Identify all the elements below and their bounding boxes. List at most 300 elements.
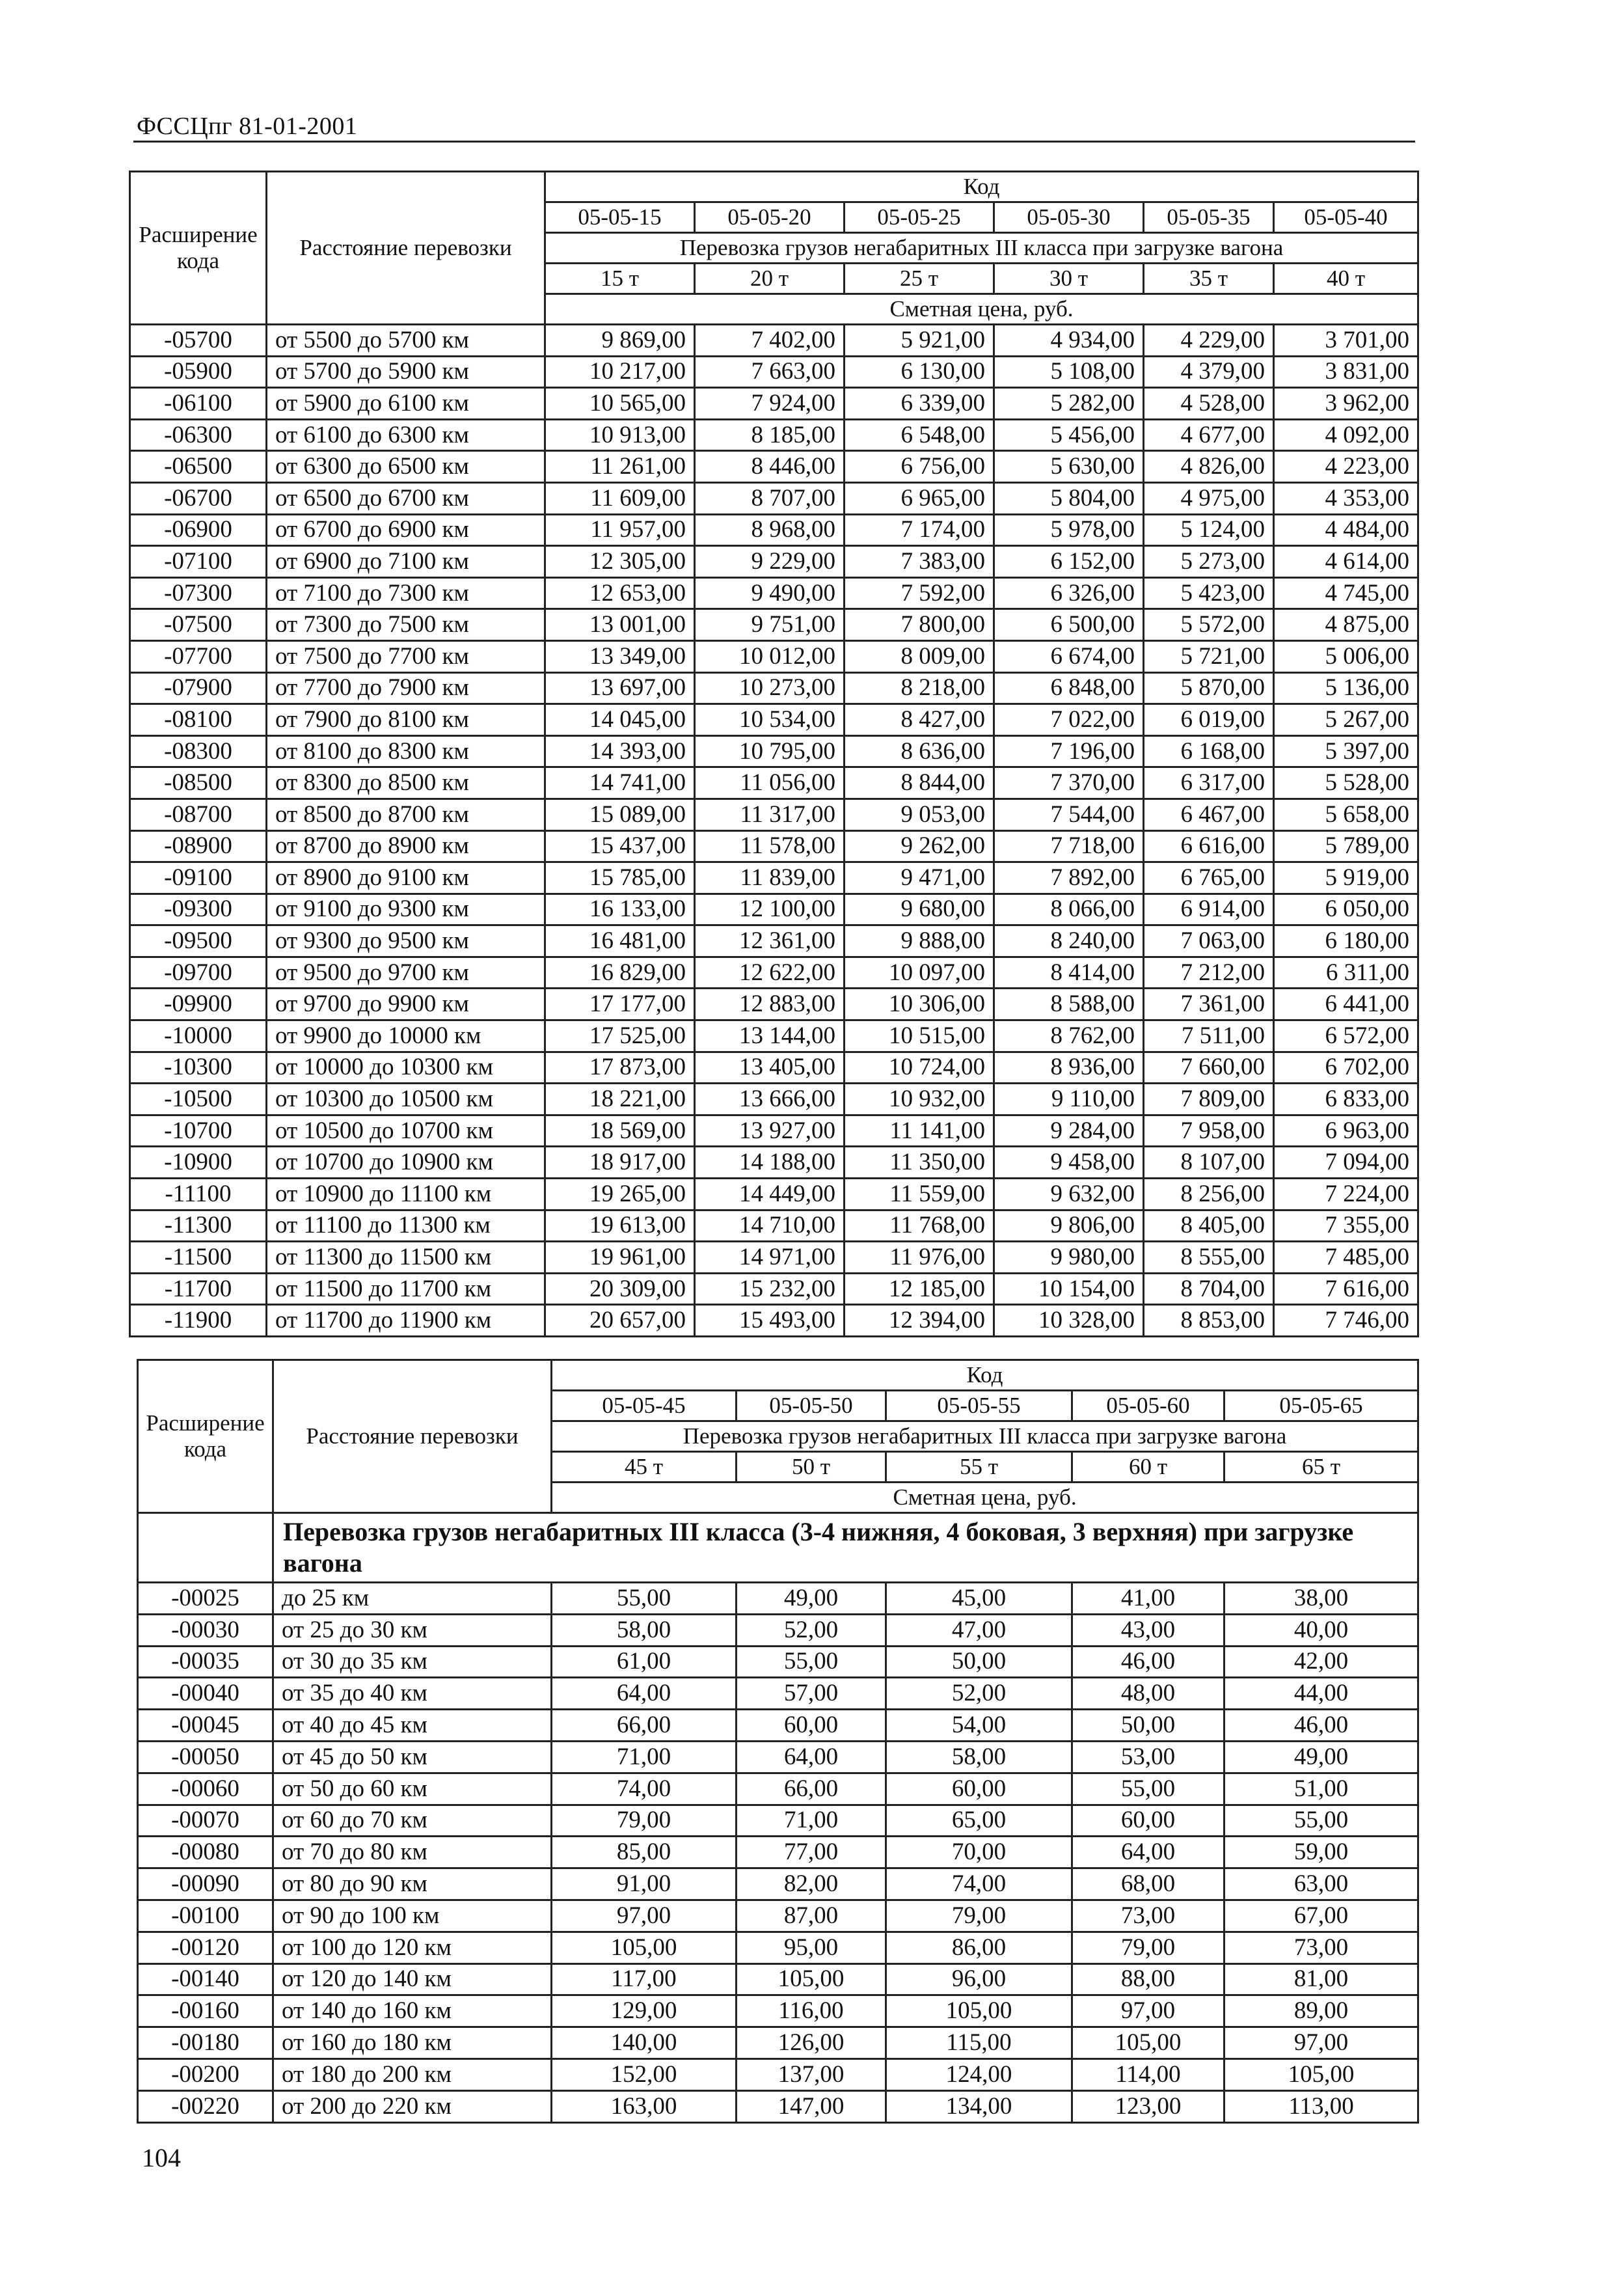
price-cell: 89,00 <box>1225 1995 1418 2027</box>
price-cell: 18 917,00 <box>545 1147 695 1179</box>
code-extension-cell: -00070 <box>138 1805 273 1837</box>
price-cell: 8 107,00 <box>1144 1147 1274 1179</box>
price-cell: 8 968,00 <box>695 514 845 546</box>
code-extension-cell: -00160 <box>138 1995 273 2027</box>
price-cell: 4 484,00 <box>1274 514 1418 546</box>
price-cell: 64,00 <box>737 1741 886 1773</box>
distance-cell: от 7500 до 7700 км <box>267 640 545 672</box>
price-cell: 8 936,00 <box>994 1052 1144 1084</box>
table-row <box>130 1179 1418 1210</box>
code-extension-cell: -09900 <box>130 989 267 1020</box>
price-cell: 4 092,00 <box>1274 419 1418 451</box>
price-cell: 55,00 <box>552 1583 737 1615</box>
price-cell: 8 414,00 <box>994 957 1144 989</box>
distance-cell: от 60 до 70 км <box>273 1805 552 1837</box>
price-cell: 152,00 <box>552 2058 737 2090</box>
price-cell: 9 262,00 <box>845 830 994 862</box>
price-cell: 58,00 <box>886 1741 1072 1773</box>
table-row <box>130 862 1418 894</box>
price-cell: 9 680,00 <box>845 894 994 925</box>
distance-cell: от 90 до 100 км <box>273 1900 552 1932</box>
price-cell: 52,00 <box>737 1614 886 1646</box>
code-extension-cell: -07700 <box>130 640 267 672</box>
price-table-1 <box>129 171 1419 1337</box>
price-cell: 88,00 <box>1072 1963 1225 1995</box>
distance-cell: от 7900 до 8100 км <box>267 704 545 736</box>
distance-cell: от 6700 до 6900 км <box>267 514 545 546</box>
price-cell: 57,00 <box>737 1678 886 1710</box>
price-cell: 55,00 <box>737 1646 886 1678</box>
price-cell: 4 875,00 <box>1274 609 1418 641</box>
price-cell: 5 528,00 <box>1274 767 1418 799</box>
distance-cell: от 8500 до 8700 км <box>267 799 545 830</box>
price-cell: 7 718,00 <box>994 830 1144 862</box>
distance-cell: от 7100 до 7300 км <box>267 577 545 609</box>
price-cell: 4 934,00 <box>994 325 1144 357</box>
price-cell: 67,00 <box>1225 1900 1418 1932</box>
code-extension-cell: -00180 <box>138 2027 273 2059</box>
distance-cell: от 10500 до 10700 км <box>267 1115 545 1147</box>
code-extension-cell: -08700 <box>130 799 267 830</box>
price-cell: 11 957,00 <box>545 514 695 546</box>
table-row <box>130 640 1418 672</box>
cargo-type-header: Перевозка грузов негабаритных III класса при загрузке вагона <box>545 233 1418 264</box>
price-cell: 123,00 <box>1072 2090 1225 2122</box>
price-cell: 70,00 <box>886 1837 1072 1868</box>
price-cell: 16 133,00 <box>545 894 695 925</box>
price-cell: 7 224,00 <box>1274 1179 1418 1210</box>
price-cell: 97,00 <box>1072 1995 1225 2027</box>
price-cell: 38,00 <box>1225 1583 1418 1615</box>
table-row <box>130 546 1418 578</box>
code-extension-cell: -00220 <box>138 2090 273 2122</box>
price-cell: 11 261,00 <box>545 451 695 483</box>
price-cell: 41,00 <box>1072 1583 1225 1615</box>
code-extension-cell: -06300 <box>130 419 267 451</box>
table-row <box>130 1273 1418 1305</box>
price-cell: 4 975,00 <box>1144 482 1274 514</box>
price-cell: 12 100,00 <box>695 894 845 925</box>
price-cell: 51,00 <box>1225 1773 1418 1805</box>
price-cell: 10 217,00 <box>545 356 695 388</box>
distance-cell: от 100 до 120 км <box>273 1932 552 1963</box>
code-cell: 05-05-25 <box>845 202 994 233</box>
kod-header: Код <box>552 1360 1418 1391</box>
distance-cell: до 25 км <box>273 1583 552 1615</box>
price-cell: 5 108,00 <box>994 356 1144 388</box>
price-cell: 97,00 <box>1225 2027 1418 2059</box>
price-cell: 105,00 <box>1072 2027 1225 2059</box>
code-cell: 05-05-50 <box>737 1391 886 1421</box>
price-cell: 14 449,00 <box>695 1179 845 1210</box>
price-cell: 65,00 <box>886 1805 1072 1837</box>
distance-cell: от 8300 до 8500 км <box>267 767 545 799</box>
price-cell: 60,00 <box>1072 1805 1225 1837</box>
code-cell: 05-05-45 <box>552 1391 737 1421</box>
code-extension-cell: -06100 <box>130 388 267 420</box>
price-cell: 7 383,00 <box>845 546 994 578</box>
price-cell: 64,00 <box>552 1678 737 1710</box>
code-cell: 05-05-65 <box>1225 1391 1418 1421</box>
price-cell: 5 921,00 <box>845 325 994 357</box>
distance-cell: от 7300 до 7500 км <box>267 609 545 641</box>
price-cell: 13 349,00 <box>545 640 695 672</box>
price-cell: 12 394,00 <box>845 1305 994 1337</box>
table-row <box>138 1710 1418 1742</box>
price-cell: 52,00 <box>886 1678 1072 1710</box>
price-cell: 45,00 <box>886 1583 1072 1615</box>
price-cell: 6 572,00 <box>1274 1020 1418 1052</box>
price-cell: 17 177,00 <box>545 989 695 1020</box>
distance-cell: от 9500 до 9700 км <box>267 957 545 989</box>
code-extension-cell: -07100 <box>130 546 267 578</box>
price-cell: 19 265,00 <box>545 1179 695 1210</box>
load-cell: 60 т <box>1072 1452 1225 1483</box>
load-cell: 15 т <box>545 264 695 294</box>
price-cell: 8 844,00 <box>845 767 994 799</box>
price-cell: 43,00 <box>1072 1614 1225 1646</box>
price-cell: 97,00 <box>552 1900 737 1932</box>
price-cell: 11 768,00 <box>845 1210 994 1242</box>
load-cell: 55 т <box>886 1452 1072 1483</box>
price-cell: 4 745,00 <box>1274 577 1418 609</box>
price-cell: 5 804,00 <box>994 482 1144 514</box>
distance-cell: от 10900 до 11100 км <box>267 1179 545 1210</box>
code-extension-cell: -00140 <box>138 1963 273 1995</box>
price-cell: 7 196,00 <box>994 735 1144 767</box>
price-cell: 46,00 <box>1072 1646 1225 1678</box>
code-extension-cell: -06500 <box>130 451 267 483</box>
price-cell: 4 528,00 <box>1144 388 1274 420</box>
price-cell: 14 710,00 <box>695 1210 845 1242</box>
load-cell: 65 т <box>1225 1452 1418 1483</box>
table-row <box>130 388 1418 420</box>
price-cell: 74,00 <box>552 1773 737 1805</box>
table-row <box>130 609 1418 641</box>
price-cell: 10 097,00 <box>845 957 994 989</box>
price-cell: 6 152,00 <box>994 546 1144 578</box>
price-cell: 9 458,00 <box>994 1147 1144 1179</box>
price-cell: 116,00 <box>737 1995 886 2027</box>
price-cell: 4 353,00 <box>1274 482 1418 514</box>
price-cell: 20 657,00 <box>545 1305 695 1337</box>
price-cell: 66,00 <box>552 1710 737 1742</box>
code-extension-cell: -11100 <box>130 1179 267 1210</box>
price-cell: 3 701,00 <box>1274 325 1418 357</box>
table-row <box>130 514 1418 546</box>
load-cell: 35 т <box>1144 264 1274 294</box>
price-cell: 10 012,00 <box>695 640 845 672</box>
code-extension-cell: -05700 <box>130 325 267 357</box>
price-cell: 7 809,00 <box>1144 1084 1274 1115</box>
price-cell: 7 355,00 <box>1274 1210 1418 1242</box>
table-row <box>138 1995 1418 2027</box>
price-cell: 105,00 <box>737 1963 886 1995</box>
page-number: 104 <box>142 2143 181 2172</box>
table-row <box>130 1305 1418 1337</box>
table-row <box>138 2090 1418 2122</box>
table-row <box>138 2027 1418 2059</box>
price-cell: 8 256,00 <box>1144 1179 1274 1210</box>
table-row <box>130 419 1418 451</box>
code-extension-cell: -00080 <box>138 1837 273 1868</box>
distance-cell: от 45 до 50 км <box>273 1741 552 1773</box>
price-cell: 105,00 <box>1225 2058 1418 2090</box>
section-title: Перевозка грузов негабаритных III класса (3-4 нижняя, 4 боковая, 3 верхняя) при загрузке вагона <box>273 1513 1418 1583</box>
price-cell: 147,00 <box>737 2090 886 2122</box>
price-cell: 14 393,00 <box>545 735 695 767</box>
code-extension-cell: -11700 <box>130 1273 267 1305</box>
price-cell: 11 056,00 <box>695 767 845 799</box>
price-cell: 60,00 <box>737 1710 886 1742</box>
price-cell: 96,00 <box>886 1963 1072 1995</box>
price-cell: 5 721,00 <box>1144 640 1274 672</box>
price-cell: 55,00 <box>1225 1805 1418 1837</box>
price-cell: 64,00 <box>1072 1837 1225 1868</box>
price-cell: 61,00 <box>552 1646 737 1678</box>
price-cell: 5 456,00 <box>994 419 1144 451</box>
distance-cell: от 10300 до 10500 км <box>267 1084 545 1115</box>
code-extension-cell: -00090 <box>138 1868 273 1900</box>
price-cell: 10 565,00 <box>545 388 695 420</box>
price-cell: 54,00 <box>886 1710 1072 1742</box>
distance-cell: от 10700 до 10900 км <box>267 1147 545 1179</box>
col-header-distance: Расстояние перевозки <box>273 1360 552 1513</box>
price-cell: 7 511,00 <box>1144 1020 1274 1052</box>
price-cell: 15 437,00 <box>545 830 695 862</box>
price-cell: 6 311,00 <box>1274 957 1418 989</box>
price-cell: 5 397,00 <box>1274 735 1418 767</box>
code-extension-cell: -05900 <box>130 356 267 388</box>
distance-cell: от 9900 до 10000 км <box>267 1020 545 1052</box>
price-cell: 8 762,00 <box>994 1020 1144 1052</box>
price-cell: 10 724,00 <box>845 1052 994 1084</box>
price-cell: 5 658,00 <box>1274 799 1418 830</box>
distance-cell: от 140 до 160 км <box>273 1995 552 2027</box>
price-cell: 13 001,00 <box>545 609 695 641</box>
price-cell: 7 660,00 <box>1144 1052 1274 1084</box>
header-rule <box>133 141 1415 143</box>
price-cell: 7 958,00 <box>1144 1115 1274 1147</box>
price-cell: 134,00 <box>886 2090 1072 2122</box>
price-cell: 14 045,00 <box>545 704 695 736</box>
price-cell: 9 471,00 <box>845 862 994 894</box>
code-extension-cell: -09300 <box>130 894 267 925</box>
price-cell: 8 066,00 <box>994 894 1144 925</box>
distance-cell: от 80 до 90 км <box>273 1868 552 1900</box>
price-cell: 13 405,00 <box>695 1052 845 1084</box>
price-cell: 50,00 <box>1072 1710 1225 1742</box>
price-cell: 87,00 <box>737 1900 886 1932</box>
table-row <box>130 577 1418 609</box>
distance-cell: от 9300 до 9500 км <box>267 925 545 957</box>
code-extension-cell: -06700 <box>130 482 267 514</box>
price-cell: 13 697,00 <box>545 672 695 704</box>
distance-cell: от 8900 до 9100 км <box>267 862 545 894</box>
document-code-header: ФССЦпг 81-01-2001 <box>137 113 358 140</box>
distance-cell: от 6100 до 6300 км <box>267 419 545 451</box>
code-extension-cell: -10900 <box>130 1147 267 1179</box>
code-extension-cell: -00120 <box>138 1932 273 1963</box>
price-cell: 7 746,00 <box>1274 1305 1418 1337</box>
price-cell: 9 490,00 <box>695 577 845 609</box>
table-row <box>130 830 1418 862</box>
price-cell: 7 663,00 <box>695 356 845 388</box>
table-row <box>130 894 1418 925</box>
price-cell: 42,00 <box>1225 1646 1418 1678</box>
price-cell: 124,00 <box>886 2058 1072 2090</box>
distance-cell: от 5900 до 6100 км <box>267 388 545 420</box>
distance-cell: от 6500 до 6700 км <box>267 482 545 514</box>
price-cell: 9 110,00 <box>994 1084 1144 1115</box>
price-cell: 12 305,00 <box>545 546 695 578</box>
table-row <box>130 451 1418 483</box>
price-cell: 4 677,00 <box>1144 419 1274 451</box>
price-cell: 44,00 <box>1225 1678 1418 1710</box>
price-cell: 10 328,00 <box>994 1305 1144 1337</box>
price-cell: 10 795,00 <box>695 735 845 767</box>
code-extension-cell: -00200 <box>138 2058 273 2090</box>
price-cell: 8 588,00 <box>994 989 1144 1020</box>
price-cell: 12 883,00 <box>695 989 845 1020</box>
distance-cell: от 30 до 35 км <box>273 1646 552 1678</box>
price-cell: 137,00 <box>737 2058 886 2090</box>
price-cell: 14 188,00 <box>695 1147 845 1179</box>
price-cell: 7 063,00 <box>1144 925 1274 957</box>
table-row <box>130 672 1418 704</box>
price-cell: 5 136,00 <box>1274 672 1418 704</box>
price-cell: 8 555,00 <box>1144 1242 1274 1274</box>
section-spacer <box>138 1513 273 1583</box>
price-cell: 86,00 <box>886 1932 1072 1963</box>
price-cell: 16 829,00 <box>545 957 695 989</box>
table-row <box>130 799 1418 830</box>
price-cell: 6 965,00 <box>845 482 994 514</box>
price-cell: 73,00 <box>1072 1900 1225 1932</box>
table-row <box>138 1805 1418 1837</box>
price-cell: 11 976,00 <box>845 1242 994 1274</box>
price-cell: 163,00 <box>552 2090 737 2122</box>
table-row <box>138 1614 1418 1646</box>
price-cell: 66,00 <box>737 1773 886 1805</box>
price-cell: 5 630,00 <box>994 451 1144 483</box>
price-cell: 7 094,00 <box>1274 1147 1418 1179</box>
price-unit-header: Сметная цена, руб. <box>545 294 1418 325</box>
price-cell: 7 616,00 <box>1274 1273 1418 1305</box>
code-cell: 05-05-35 <box>1144 202 1274 233</box>
price-cell: 19 613,00 <box>545 1210 695 1242</box>
table-row <box>138 1868 1418 1900</box>
price-cell: 18 221,00 <box>545 1084 695 1115</box>
price-cell: 4 826,00 <box>1144 451 1274 483</box>
load-cell: 50 т <box>737 1452 886 1483</box>
distance-cell: от 200 до 220 км <box>273 2090 552 2122</box>
table-row <box>130 957 1418 989</box>
price-cell: 5 978,00 <box>994 514 1144 546</box>
price-cell: 91,00 <box>552 1868 737 1900</box>
price-cell: 8 704,00 <box>1144 1273 1274 1305</box>
price-cell: 79,00 <box>886 1900 1072 1932</box>
code-extension-cell: -06900 <box>130 514 267 546</box>
table-row <box>130 1084 1418 1115</box>
price-cell: 6 180,00 <box>1274 925 1418 957</box>
price-cell: 5 870,00 <box>1144 672 1274 704</box>
price-cell: 48,00 <box>1072 1678 1225 1710</box>
price-cell: 7 370,00 <box>994 767 1144 799</box>
price-cell: 9 229,00 <box>695 546 845 578</box>
cargo-type-header: Перевозка грузов негабаритных III класса при загрузке вагона <box>552 1421 1418 1452</box>
price-cell: 17 873,00 <box>545 1052 695 1084</box>
price-cell: 11 317,00 <box>695 799 845 830</box>
distance-cell: от 8700 до 8900 км <box>267 830 545 862</box>
load-cell: 20 т <box>695 264 845 294</box>
code-extension-cell: -00040 <box>138 1678 273 1710</box>
price-cell: 46,00 <box>1225 1710 1418 1742</box>
price-table-2 <box>137 1359 1419 2124</box>
price-cell: 11 559,00 <box>845 1179 994 1210</box>
price-cell: 73,00 <box>1225 1932 1418 1963</box>
distance-cell: от 160 до 180 км <box>273 2027 552 2059</box>
price-cell: 7 402,00 <box>695 325 845 357</box>
distance-cell: от 35 до 40 км <box>273 1678 552 1710</box>
distance-cell: от 25 до 30 км <box>273 1614 552 1646</box>
code-extension-cell: -11900 <box>130 1305 267 1337</box>
price-cell: 8 009,00 <box>845 640 994 672</box>
code-extension-cell: -00030 <box>138 1614 273 1646</box>
price-cell: 79,00 <box>552 1805 737 1837</box>
price-cell: 11 609,00 <box>545 482 695 514</box>
price-cell: 6 616,00 <box>1144 830 1274 862</box>
price-cell: 15 232,00 <box>695 1273 845 1305</box>
price-cell: 18 569,00 <box>545 1115 695 1147</box>
price-cell: 5 267,00 <box>1274 704 1418 736</box>
price-cell: 47,00 <box>886 1614 1072 1646</box>
distance-cell: от 9700 до 9900 км <box>267 989 545 1020</box>
price-cell: 9 632,00 <box>994 1179 1144 1210</box>
price-cell: 15 493,00 <box>695 1305 845 1337</box>
col-header-extension: Расширение кода <box>138 1360 273 1513</box>
price-cell: 12 653,00 <box>545 577 695 609</box>
price-cell: 12 622,00 <box>695 957 845 989</box>
code-extension-cell: -09700 <box>130 957 267 989</box>
price-cell: 19 961,00 <box>545 1242 695 1274</box>
price-cell: 8 185,00 <box>695 419 845 451</box>
price-cell: 68,00 <box>1072 1868 1225 1900</box>
price-cell: 6 765,00 <box>1144 862 1274 894</box>
price-cell: 7 892,00 <box>994 862 1144 894</box>
price-cell: 82,00 <box>737 1868 886 1900</box>
price-cell: 49,00 <box>1225 1741 1418 1773</box>
price-cell: 11 141,00 <box>845 1115 994 1147</box>
code-cell: 05-05-20 <box>695 202 845 233</box>
price-cell: 9 888,00 <box>845 925 994 957</box>
price-cell: 4 379,00 <box>1144 356 1274 388</box>
code-extension-cell: -00045 <box>138 1710 273 1742</box>
price-cell: 10 932,00 <box>845 1084 994 1115</box>
price-cell: 40,00 <box>1225 1614 1418 1646</box>
table-row <box>130 325 1418 357</box>
table-row <box>138 1837 1418 1868</box>
price-cell: 9 806,00 <box>994 1210 1144 1242</box>
distance-cell: от 5500 до 5700 км <box>267 325 545 357</box>
table-row <box>130 1020 1418 1052</box>
price-cell: 6 467,00 <box>1144 799 1274 830</box>
price-cell: 4 614,00 <box>1274 546 1418 578</box>
price-cell: 4 229,00 <box>1144 325 1274 357</box>
distance-cell: от 180 до 200 км <box>273 2058 552 2090</box>
code-cell: 05-05-30 <box>994 202 1144 233</box>
price-cell: 5 572,00 <box>1144 609 1274 641</box>
